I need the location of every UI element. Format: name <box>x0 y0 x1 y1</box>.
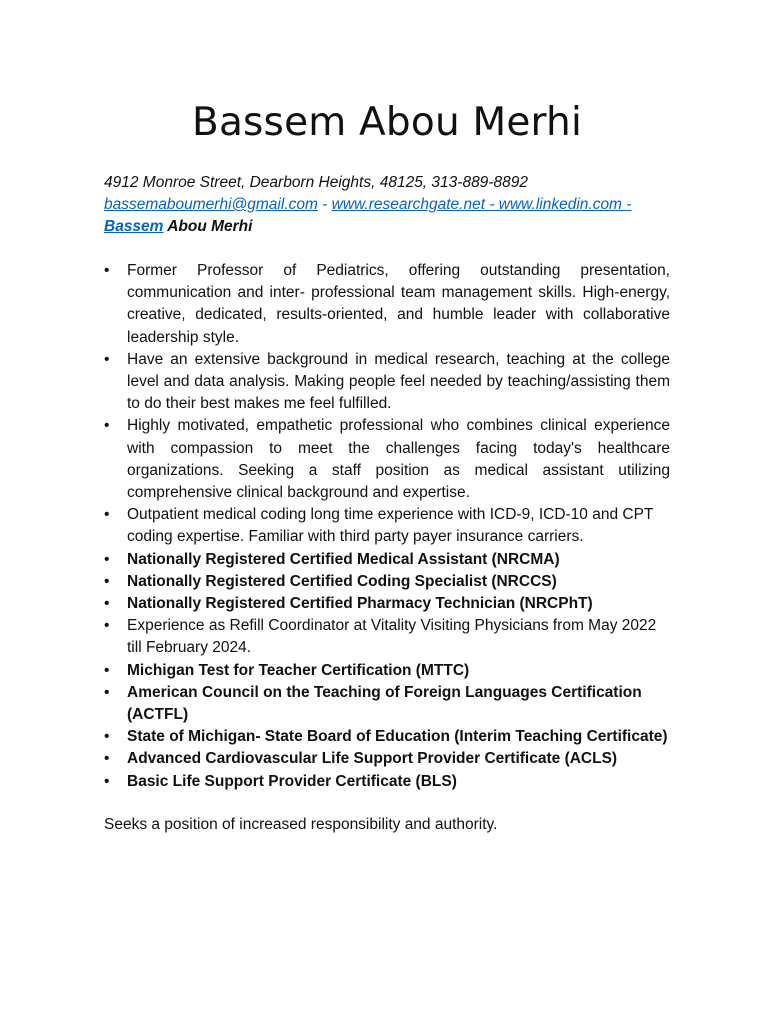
link-separator: - <box>317 196 332 213</box>
profile-name-rest: Abou Merhi <box>163 218 253 235</box>
bullet-item-certification: • American Council on the Teaching of Foreign Languages Certification (ACTFL) <box>104 682 670 726</box>
contact-address: 4912 Monroe Street, Dearborn Heights, 48125, 313-889-8892 <box>104 174 528 191</box>
resume-name-heading: Bassem Abou Merhi <box>191 100 583 145</box>
bullet-item: • Former Professor of Pediatrics, offering outstanding presentation, communication and inter- professional team management skills. High-energy, creative, dedicated, results-oriented, and humble leader with collaborative leadership style. <box>104 260 670 349</box>
bullet-item: • Outpatient medical coding long time experience with ICD-9, ICD-10 and CPT coding expertise. Familiar with third party payer insurance carriers. <box>104 504 670 548</box>
profile-links[interactable]: www.researchgate.net - www.linkedin.com - <box>331 196 632 213</box>
bullet-item-certification: • State of Michigan- State Board of Education (Interim Teaching Certificate) <box>104 726 670 748</box>
bullet-item-certification: • Advanced Cardiovascular Life Support Provider Certificate (ACLS) <box>104 748 670 770</box>
bullet-item-certification: • Nationally Registered Certified Medical Assistant (NRCMA) <box>104 549 670 571</box>
bullet-item: • Have an extensive background in medical research, teaching at the college level and data analysis. Making people feel needed by teaching/assisting them to do their best makes me feel fulfilled. <box>104 349 670 416</box>
bullet-item-certification: • Nationally Registered Certified Coding Specialist (NRCCS) <box>104 571 670 593</box>
contact-block <box>104 172 670 238</box>
bullet-item-certification: • Basic Life Support Provider Certificate (BLS) <box>104 771 670 793</box>
bullet-item: • Experience as Refill Coordinator at Vitality Visiting Physicians from May 2022 till February 2024. <box>104 615 670 659</box>
bullet-item-certification: • Michigan Test for Teacher Certification (MTTC) <box>104 660 670 682</box>
bullet-item: • Highly motivated, empathetic professional who combines clinical experience with compassion to meet the challenges facing today's healthcare organizations. Seeking a staff position as medical assistant utilizing comprehensive clinical background and expertise. <box>104 415 670 504</box>
contact-name-line <box>104 216 670 238</box>
bullet-item-certification: • Nationally Registered Certified Pharmacy Technician (NRCPhT) <box>104 593 670 615</box>
email-link[interactable]: bassemaboumerhi@gmail.com <box>104 196 318 213</box>
contact-links-line <box>104 194 670 216</box>
profile-name-link[interactable]: Bassem <box>104 218 164 235</box>
closing-statement: Seeks a position of increased responsibility and authority. <box>104 816 498 833</box>
summary-bullet-list <box>104 260 670 793</box>
